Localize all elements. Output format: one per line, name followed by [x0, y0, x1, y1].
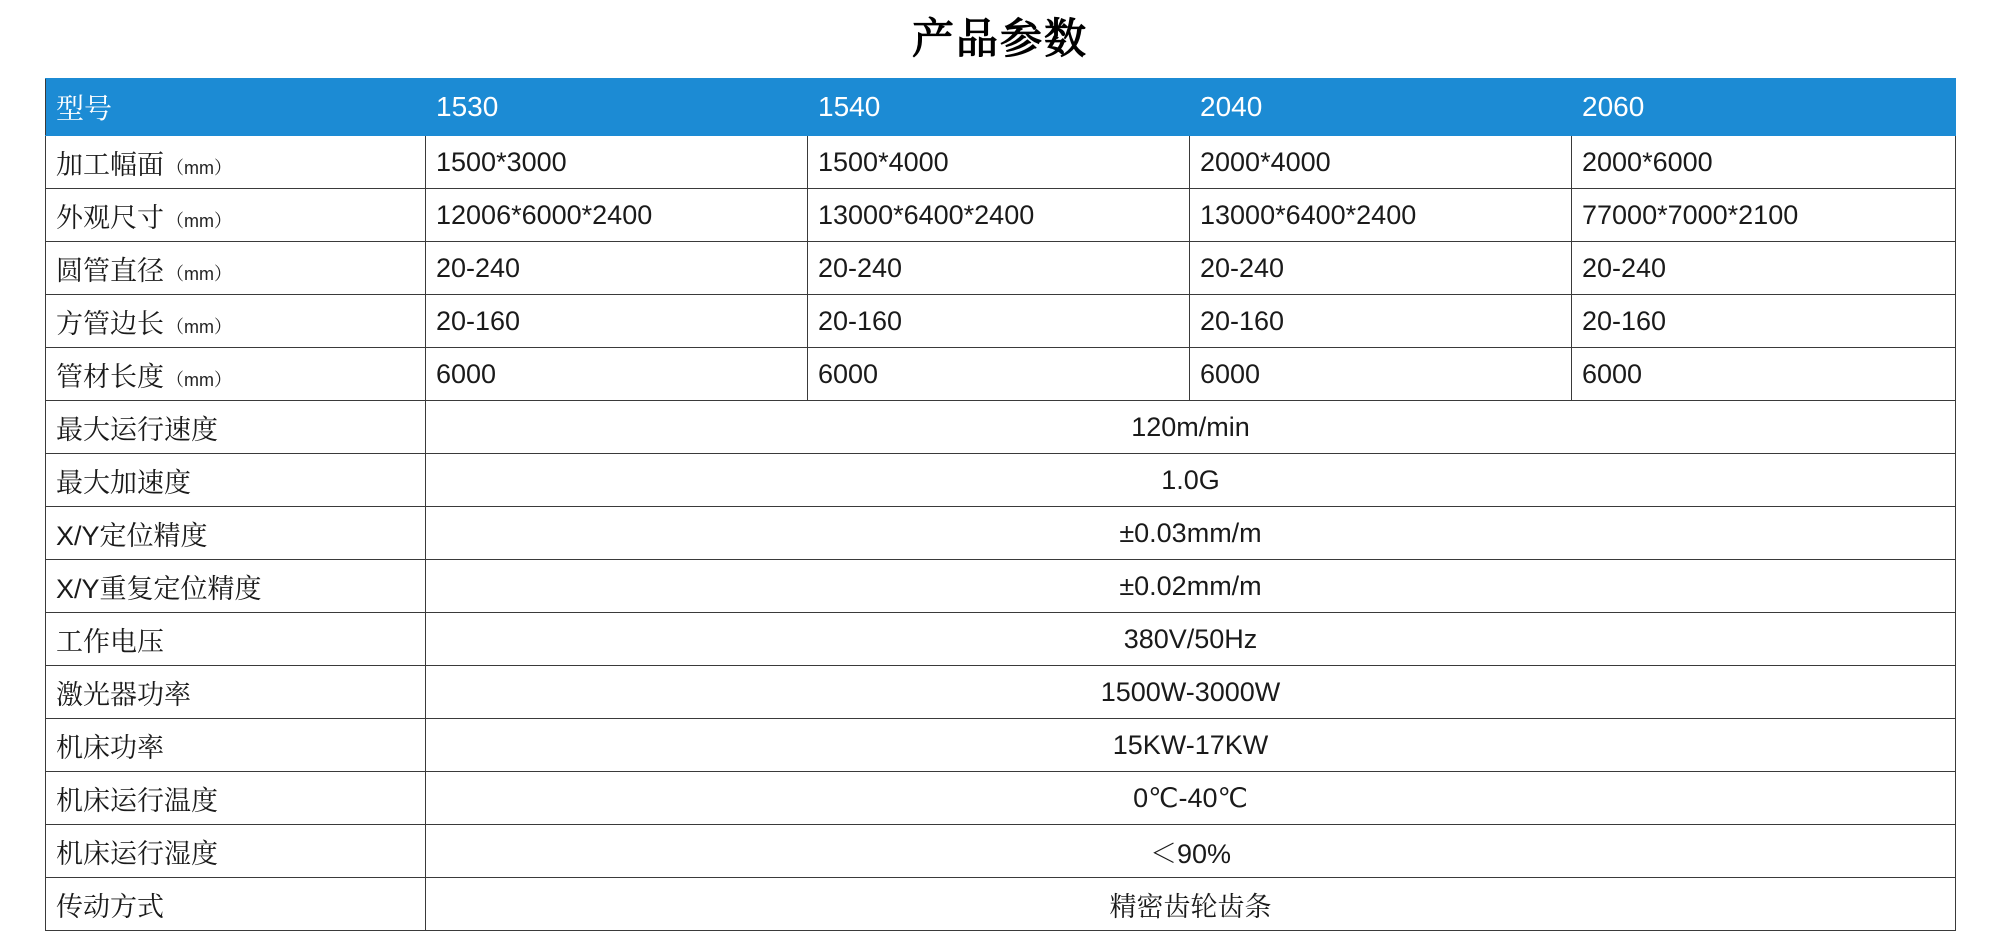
- row-value-cell: 1500*3000: [426, 136, 808, 189]
- row-value-cell: 13000*6400*2400: [1190, 189, 1572, 242]
- table-row: [46, 454, 1956, 507]
- product-spec-table: [45, 78, 1956, 931]
- row-value-cell: 13000*6400*2400: [808, 189, 1190, 242]
- row-value-merged: ±0.03mm/m: [426, 507, 1956, 560]
- row-label: [46, 613, 426, 666]
- row-value-cell: 2000*6000: [1572, 136, 1956, 189]
- row-value-cell: 12006*6000*2400: [426, 189, 808, 242]
- row-label: [46, 666, 426, 719]
- row-value-merged: 1500W-3000W: [426, 666, 1956, 719]
- row-label-text: 机床功率: [56, 732, 164, 763]
- table-header: [46, 79, 1956, 136]
- row-label-unit: （mm）: [166, 316, 232, 337]
- row-label: [46, 136, 426, 189]
- table-row: [46, 666, 1956, 719]
- row-value-cell: 20-160: [1190, 295, 1572, 348]
- row-label: [46, 507, 426, 560]
- row-value-merged: ＜90%: [426, 825, 1956, 878]
- row-value-merged: 精密齿轮齿条: [426, 878, 1956, 931]
- row-value-merged: 120m/min: [426, 401, 1956, 454]
- row-label-text: 外观尺寸: [56, 202, 164, 233]
- row-label-text: 方管边长: [56, 308, 164, 339]
- table-row: [46, 136, 1956, 189]
- row-label: [46, 189, 426, 242]
- row-label-text: X/Y定位精度: [56, 520, 208, 551]
- row-value-cell: 6000: [1190, 348, 1572, 401]
- row-label: [46, 454, 426, 507]
- row-value-cell: 20-160: [1572, 295, 1956, 348]
- row-label-unit: （mm）: [166, 157, 232, 178]
- table-row: [46, 507, 1956, 560]
- row-value-cell: 2000*4000: [1190, 136, 1572, 189]
- table-row: [46, 295, 1956, 348]
- row-value-cell: 20-240: [1572, 242, 1956, 295]
- table-row: [46, 825, 1956, 878]
- row-label: [46, 719, 426, 772]
- row-label-text: 加工幅面: [56, 149, 164, 180]
- row-label-text: 机床运行温度: [56, 785, 218, 816]
- row-value-cell: 77000*7000*2100: [1572, 189, 1956, 242]
- row-value-cell: 6000: [426, 348, 808, 401]
- table-body: [46, 136, 1956, 931]
- table-row: [46, 613, 1956, 666]
- row-label: [46, 401, 426, 454]
- table-row: [46, 719, 1956, 772]
- column-header-model: 型号: [46, 79, 426, 136]
- row-label: [46, 348, 426, 401]
- row-label: [46, 878, 426, 931]
- row-value-cell: 6000: [808, 348, 1190, 401]
- row-label-text: 管材长度: [56, 361, 164, 392]
- spec-table-wrapper: [45, 78, 1955, 931]
- row-value-merged: ±0.02mm/m: [426, 560, 1956, 613]
- row-label-text: 最大运行速度: [56, 414, 218, 445]
- table-row: [46, 348, 1956, 401]
- row-label-unit: （mm）: [166, 263, 232, 284]
- row-label-text: 机床运行湿度: [56, 838, 218, 869]
- table-row: [46, 772, 1956, 825]
- row-value-merged: 0℃-40℃: [426, 772, 1956, 825]
- column-header-1530: 1530: [426, 79, 808, 136]
- row-label-unit: （mm）: [166, 369, 232, 390]
- row-label-text: 最大加速度: [56, 467, 191, 498]
- row-label-text: 传动方式: [56, 891, 164, 922]
- row-value-cell: 20-240: [808, 242, 1190, 295]
- row-value-cell: 20-240: [1190, 242, 1572, 295]
- row-label: [46, 295, 426, 348]
- row-value-merged: 15KW-17KW: [426, 719, 1956, 772]
- row-label: [46, 560, 426, 613]
- table-row: [46, 878, 1956, 931]
- column-header-2060: 2060: [1572, 79, 1956, 136]
- row-label-text: 激光器功率: [56, 679, 191, 710]
- row-label: [46, 242, 426, 295]
- row-value-cell: 6000: [1572, 348, 1956, 401]
- table-row: [46, 560, 1956, 613]
- table-row: [46, 189, 1956, 242]
- row-value-cell: 1500*4000: [808, 136, 1190, 189]
- table-header-row: [46, 79, 1956, 136]
- row-label: [46, 772, 426, 825]
- row-value-merged: 1.0G: [426, 454, 1956, 507]
- table-row: [46, 401, 1956, 454]
- row-value-merged: 380V/50Hz: [426, 613, 1956, 666]
- column-header-2040: 2040: [1190, 79, 1572, 136]
- row-label-text: 圆管直径: [56, 255, 164, 286]
- row-value-cell: 20-240: [426, 242, 808, 295]
- page-title: 产品参数: [911, 15, 1088, 62]
- row-value-cell: 20-160: [808, 295, 1190, 348]
- row-label-text: X/Y重复定位精度: [56, 573, 262, 604]
- row-label-text: 工作电压: [56, 626, 164, 657]
- row-label-unit: （mm）: [166, 210, 232, 231]
- column-header-1540: 1540: [808, 79, 1190, 136]
- row-label: [46, 825, 426, 878]
- table-row: [46, 242, 1956, 295]
- row-value-cell: 20-160: [426, 295, 808, 348]
